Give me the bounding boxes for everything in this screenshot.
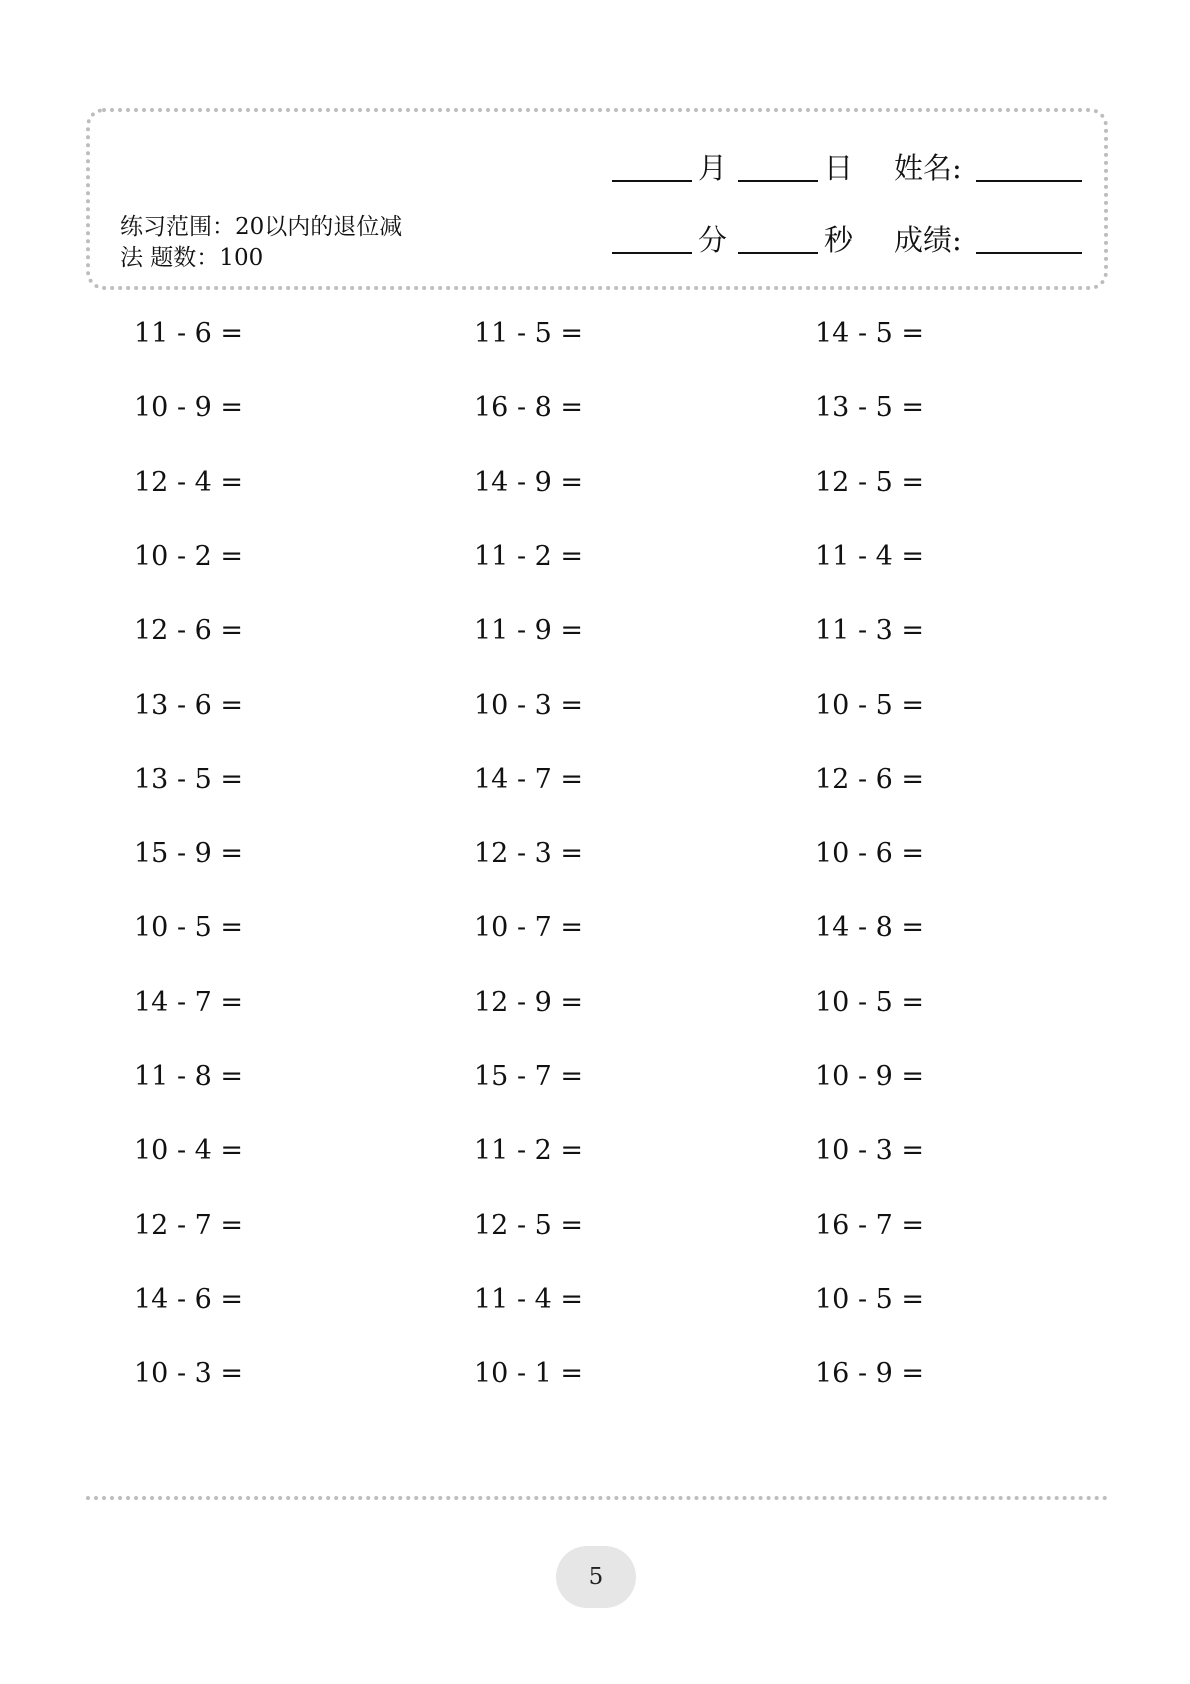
problem-item: 12 - 5 = [815,466,925,498]
problem-item: 10 - 6 = [815,838,925,870]
day-label: 日 [824,151,854,185]
second-blank[interactable] [738,252,818,254]
problem-item: 15 - 9 = [134,838,244,870]
problem-item: 10 - 2 = [134,540,244,572]
problem-item: 15 - 7 = [474,1061,584,1092]
problem-item: 12 - 6 = [815,763,925,795]
problem-item: 16 - 9 = [815,1358,925,1390]
score-blank[interactable] [976,252,1082,254]
name-blank[interactable] [976,180,1082,182]
problem-item: 13 - 5 = [134,763,244,795]
problem-item: 14 - 7 = [134,986,244,1018]
month-label: 月 [698,151,728,185]
bottom-divider [86,1496,1108,1500]
problem-item: 11 - 5 = [474,318,584,349]
month-blank[interactable] [612,180,692,182]
problem-item: 16 - 7 = [815,1209,925,1241]
problem-item: 12 - 7 = [134,1209,244,1241]
minute-label: 分 [698,223,728,257]
page-number: 5 [556,1546,636,1608]
problem-item: 14 - 8 = [815,912,925,944]
problem-item: 11 - 9 = [474,615,584,647]
problem-item: 14 - 7 = [474,763,584,795]
problem-item: 12 - 9 = [474,986,584,1018]
problem-item: 10 - 1 = [474,1358,584,1390]
day-blank[interactable] [738,180,818,182]
header-box [86,108,1108,290]
problem-item: 11 - 4 = [474,1283,584,1315]
problem-item: 10 - 3 = [815,1135,925,1167]
problem-item: 10 - 5 = [815,689,925,721]
problem-item: 11 - 4 = [815,540,925,572]
minute-blank[interactable] [612,252,692,254]
problem-item: 10 - 5 = [815,986,925,1018]
problem-item: 10 - 5 = [815,1283,925,1315]
problem-item: 10 - 3 = [474,689,584,721]
practice-range-cont: 法 题数：100 [120,245,264,271]
problem-item: 10 - 9 = [134,392,244,424]
problem-item: 12 - 3 = [474,838,584,870]
problem-item: 10 - 7 = [474,912,584,944]
problem-item: 16 - 8 = [474,392,584,424]
problem-item: 10 - 4 = [134,1135,244,1167]
second-label: 秒 [824,223,854,257]
score-label: 成绩: [894,223,962,257]
problem-item: 10 - 3 = [134,1358,244,1390]
problem-item: 14 - 6 = [134,1283,244,1315]
date-name-row [612,150,1082,190]
problem-item: 10 - 5 = [134,912,244,944]
problem-item: 13 - 5 = [815,392,925,424]
problem-item: 12 - 5 = [474,1209,584,1241]
problem-item: 13 - 6 = [134,689,244,721]
problem-item: 14 - 9 = [474,466,584,498]
practice-info [120,212,420,274]
problem-item: 11 - 8 = [134,1061,244,1092]
practice-range: 练习范围：20以内的退位减 [120,214,403,240]
problem-item: 11 - 6 = [134,318,244,349]
problem-item: 12 - 6 = [134,615,244,647]
time-score-row [612,222,1082,262]
problem-item: 10 - 9 = [815,1061,925,1092]
problem-item: 11 - 2 = [474,1135,584,1167]
problem-item: 11 - 3 = [815,615,925,647]
problem-item: 14 - 5 = [815,318,925,349]
problem-item: 12 - 4 = [134,466,244,498]
problem-item: 11 - 2 = [474,540,584,572]
name-label: 姓名: [894,151,962,185]
